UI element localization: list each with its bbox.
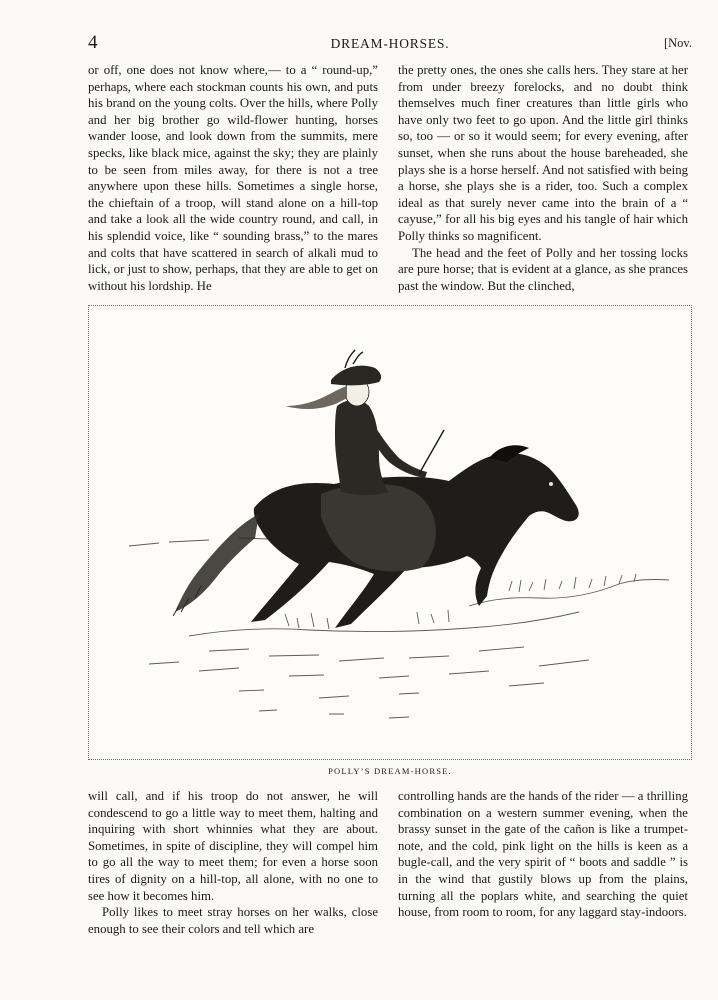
page-number: 4: [88, 32, 98, 53]
paragraph: The head and the feet of Polly and her tossing locks are pure horse; that is evident at a glance, as she prances past the window. But the clinched,: [398, 245, 688, 293]
girl-on-horse-engraving: [89, 306, 691, 759]
paragraph: or off, one does not know where,— to a “ round-up,” perhaps, where each stockman counts his own, and puts his brand on the young colts. Over the hills, where Polly and her big brother go wild-flower hunting, horses wander loose, and look down from the summits, mere specks, like black mice, against the sky; they are plainly to be seen from miles away, for there is not a tree anywhere upon these hills. Sometimes a single horse, the chieftain of a troop, will stand alone on a hill-top and take a look all the wide country round, and call, in his splendid voice, like “ sounding brass,” to the mares and colts that have scattered in search of alkali mud to lick, or just to show, perhaps, that they are able to get on without his lordship. He: [88, 63, 378, 293]
paragraph: controlling hands are the hands of the rider — a thrilling combination on a western summer evening, when the brassy sunset in the gate of the cañon is like a trumpet-note, and the cold, pink light on the hills is keen as a bugle-call, and the very spirit of “ boots and saddle ” is in the wind that gustily blows up from the plains, turning all the poplars white, and searching the quiet house, from room to room, for any laggard stay-indoors.: [398, 789, 688, 920]
column-bottom-left: [88, 788, 378, 937]
column-top-right: [398, 62, 688, 294]
engraving-illustration: [88, 305, 692, 760]
issue-month: [Nov.: [663, 36, 692, 50]
hat-feather: [345, 350, 363, 368]
rider-hat: [331, 366, 381, 386]
running-title: DREAM-HORSES.: [330, 36, 450, 51]
column-top-left: [88, 62, 378, 294]
illustration-caption: POLLY’S DREAM-HORSE.: [328, 766, 452, 776]
column-bottom-right: [398, 788, 688, 921]
riding-whip: [419, 430, 444, 474]
paragraph: Polly likes to meet stray horses on her walks, close enough to see their colors and tell which are: [88, 905, 378, 936]
page-header: [88, 32, 692, 56]
paragraph: the pretty ones, the ones she calls hers. They stare at her from under breezy forelocks, and no doubt think themselves much finer creatures than little girls who have only two feet to go upon. And the little girl thinks so, too — or so it would seem; for every evening, after sunset, when she runs about the house bareheaded, she plays she is a horse herself. And not satisfied with being a horse, she plays she is a rider, too. Such a complex ideal as that surely never came into the brain of a “ cayuse,” for all his big eyes and his tangle of hair which Polly thinks so magnificent.: [398, 63, 688, 243]
paragraph: will call, and if his troop do not answer, he will condescend to go a little way to meet them, halting and inquiring with short whinnies what they are about. Sometimes, in spite of discipline, they will compel him to go all the way to meet them; for even a horse soon tires of dignity on a hill-top, all alone, with no one to see how it becomes him.: [88, 789, 378, 903]
